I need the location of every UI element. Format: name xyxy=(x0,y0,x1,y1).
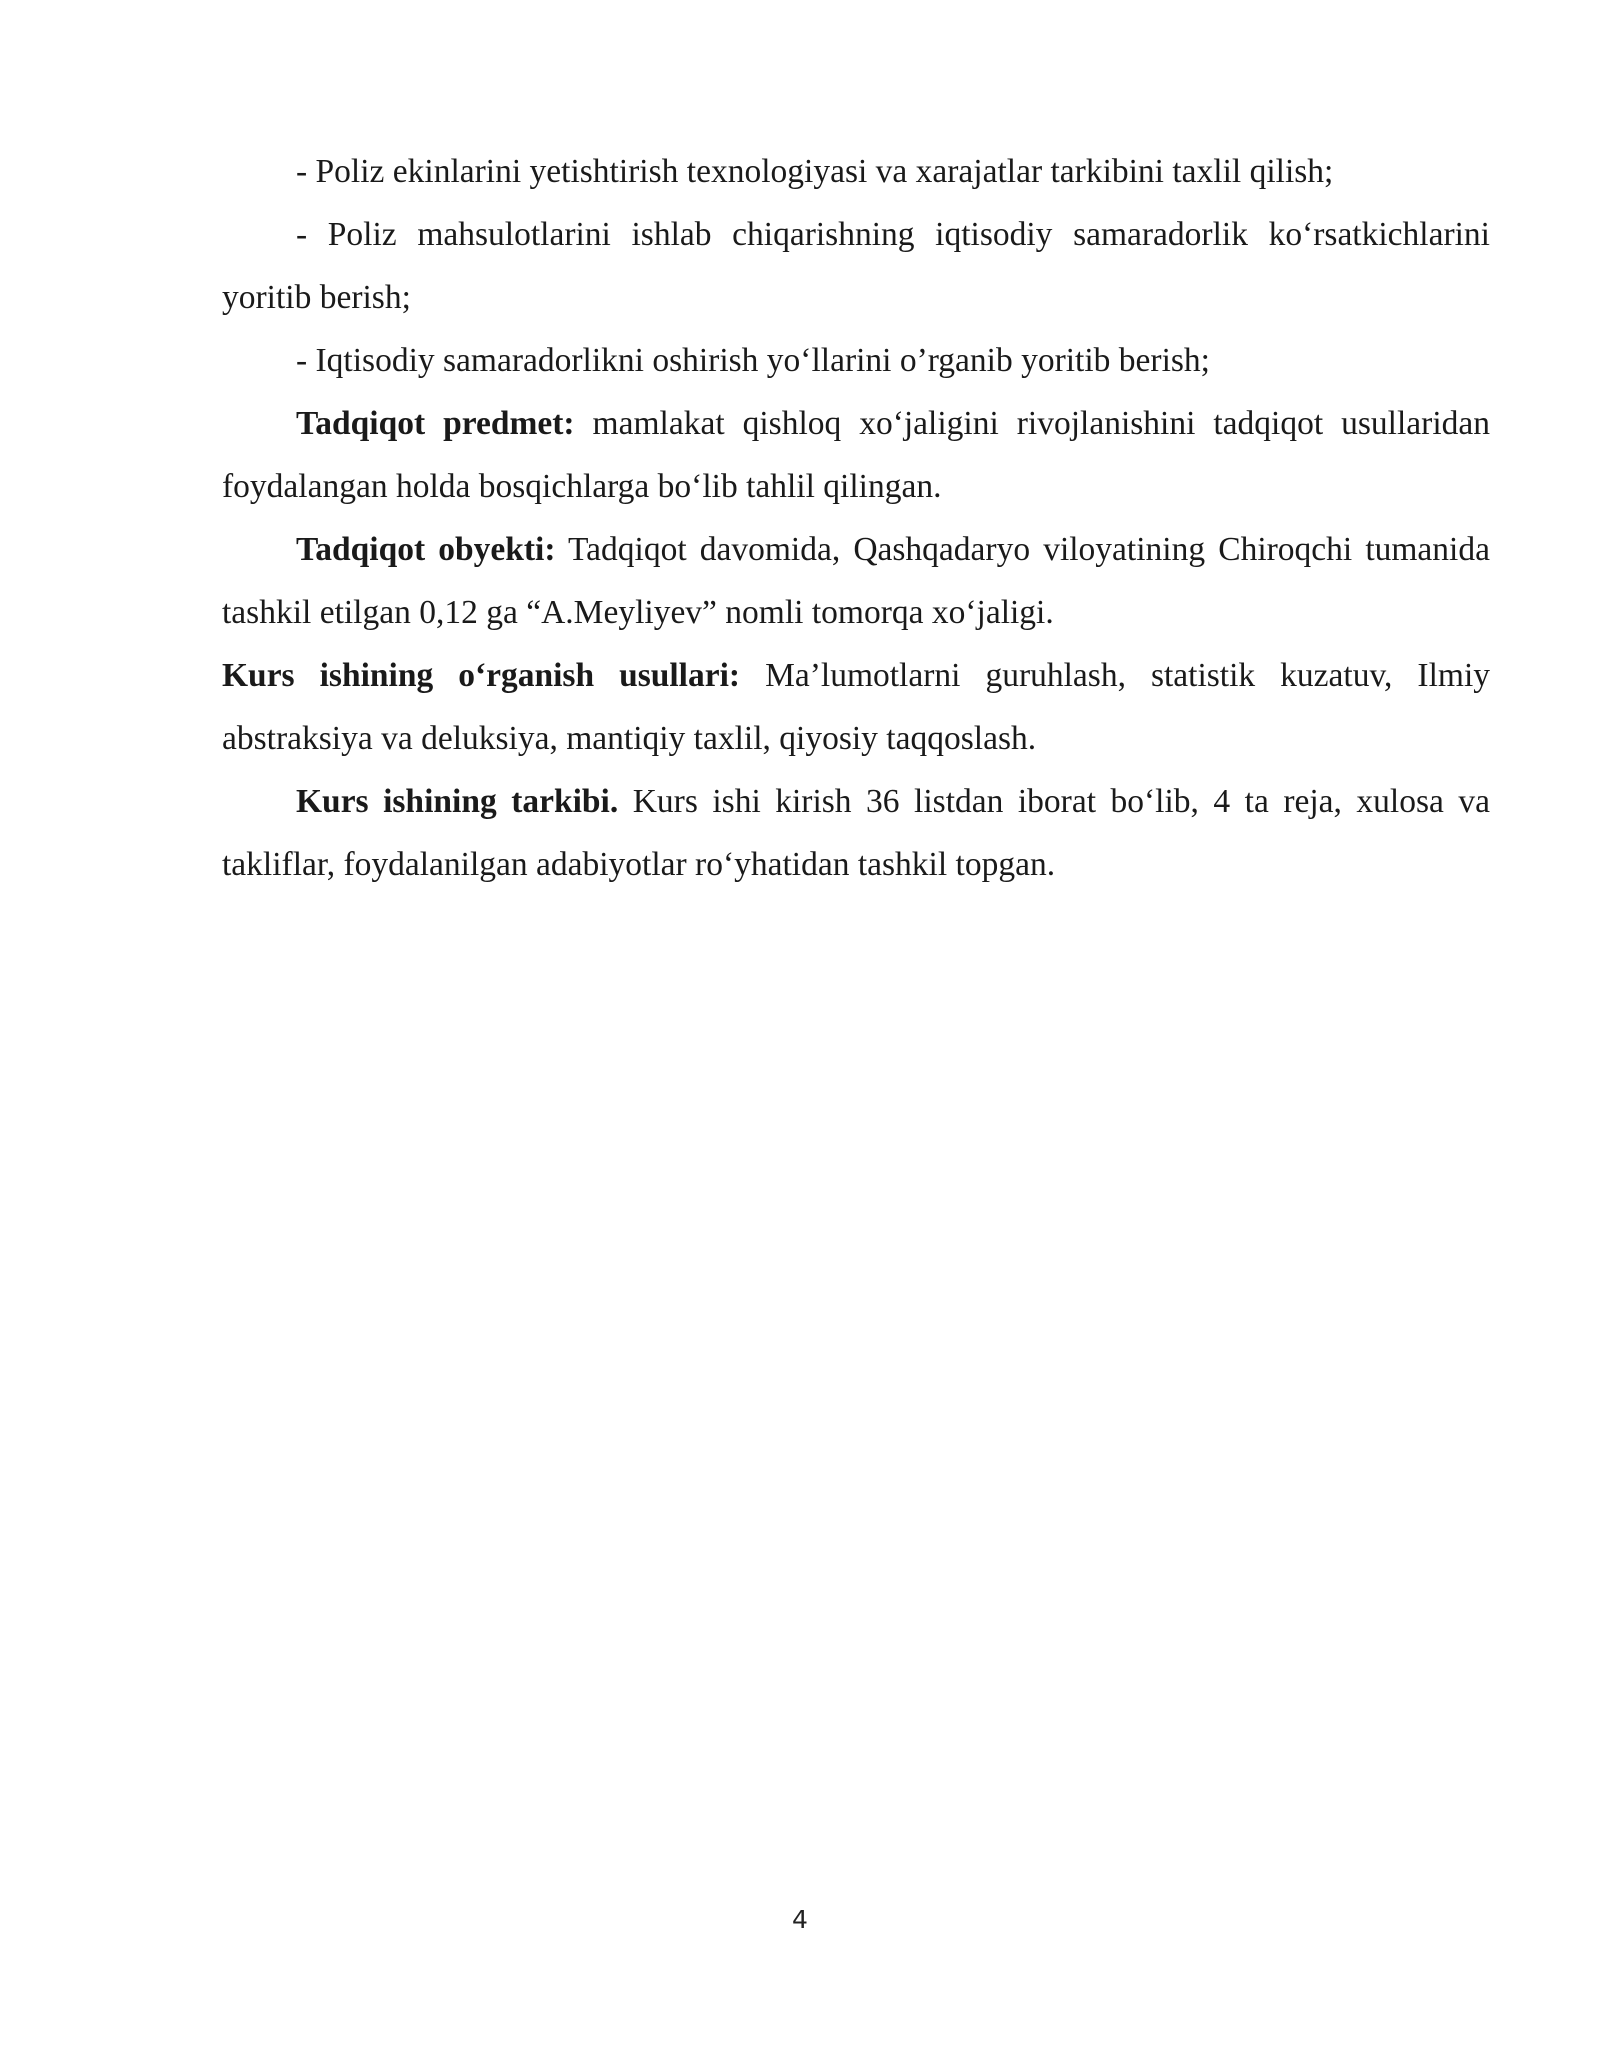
paragraph-label: Tadqiqot predmet: xyxy=(296,405,575,442)
paragraph-text: Kurs ishi kirish 36 listdan iborat bo‘lib, 4 ta reja, xulosa va takliflar, foydalanilgan adabiyotlar ro‘yhatidan tashkil topgan. xyxy=(222,783,1490,883)
paragraph-text: - Poliz ekinlarini yetishtirish texnologiyasi va xarajatlar tarkibini taxlil qilish; xyxy=(296,153,1334,190)
paragraph-text: Ma’lumotlarni guruhlash, statistik kuzatuv, Ilmiy abstraksiya va deluksiya, mantiqiy taxlil, qiyosiy taqqoslash. xyxy=(222,657,1490,757)
paragraph-text: - Iqtisodiy samaradorlikni oshirish yo‘llarini o’rganib yoritib berish; xyxy=(296,342,1210,379)
research-methods-paragraph xyxy=(222,644,1490,770)
paragraph-text: - Poliz mahsulotlarini ishlab chiqarishning iqtisodiy samaradorlik ko‘rsatkichlarini yoritib berish; xyxy=(222,216,1490,316)
paragraph-label: Tadqiqot obyekti: xyxy=(296,531,556,568)
document-body xyxy=(222,140,1490,896)
page-number: 4 xyxy=(792,1905,808,1934)
task-item xyxy=(222,140,1490,203)
paragraph-label: Kurs ishining o‘rganish usullari: xyxy=(222,657,741,694)
structure-paragraph xyxy=(222,770,1490,896)
research-subject-paragraph xyxy=(222,392,1490,518)
paragraph-label: Kurs ishining tarkibi. xyxy=(296,783,619,820)
task-item xyxy=(222,329,1490,392)
task-item xyxy=(222,203,1490,329)
paragraph-text: Tadqiqot davomida, Qashqadaryo viloyatining Chiroqchi tumanida tashkil etilgan 0,12 ga “A.Meyliyev” nomli tomorqa xo‘jaligi. xyxy=(222,531,1490,631)
research-object-paragraph xyxy=(222,518,1490,644)
paragraph-text: mamlakat qishloq xo‘jaligini rivojlanishini tadqiqot usullaridan foydalangan holda bosqichlarga bo‘lib tahlil qilingan. xyxy=(222,405,1490,505)
